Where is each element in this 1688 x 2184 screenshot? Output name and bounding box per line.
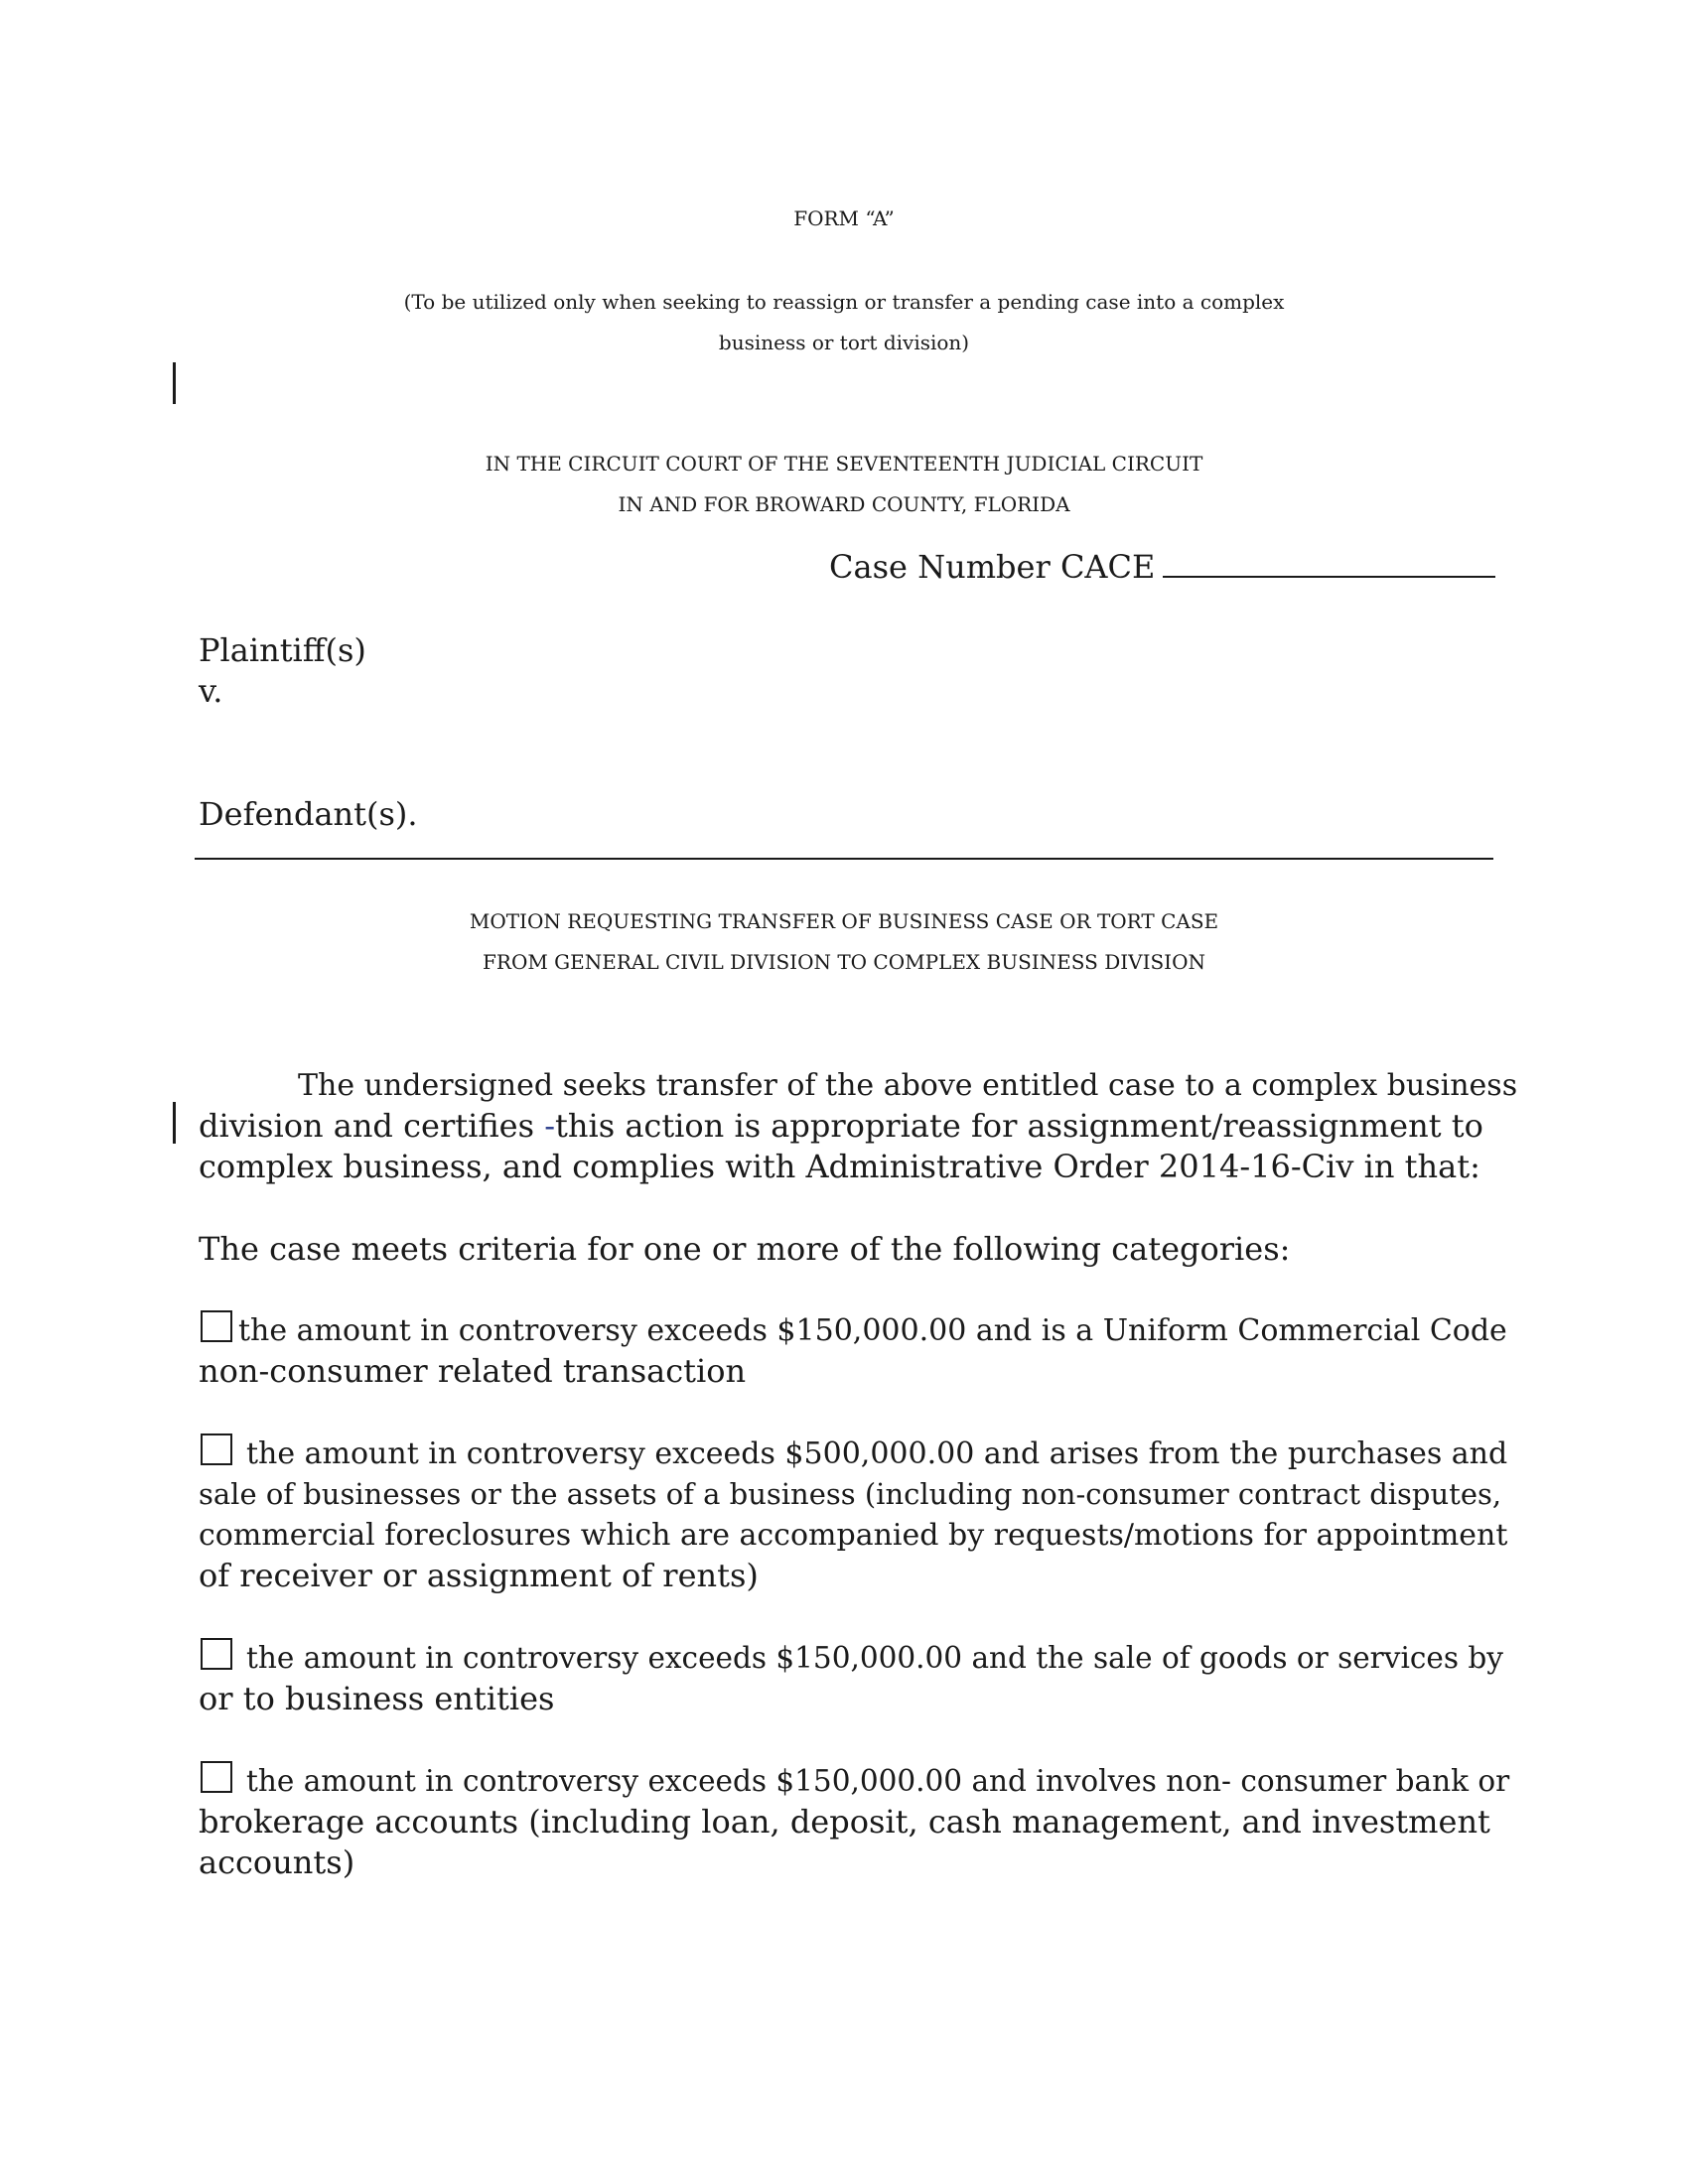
criterion-3-line-1: the amount in controversy exceeds $150,000.00 and the sale of goods or services by [246, 1641, 1503, 1675]
body-line-2-end: this action is appropriate for assignment/reassignment to [555, 1107, 1483, 1145]
criterion-checkbox-1[interactable] [201, 1310, 232, 1342]
caption-divider [195, 858, 1493, 860]
revision-bar [173, 362, 176, 404]
criteria-intro: The case meets criteria for one or more of the following categories: [199, 1230, 1291, 1268]
form-title: FORM “A” [793, 206, 895, 230]
criterion-checkbox-2[interactable] [201, 1433, 232, 1465]
criterion-checkbox-3[interactable] [201, 1638, 232, 1670]
versus-label: v. [199, 672, 223, 710]
tracked-change-mark: - [544, 1107, 556, 1145]
case-number-blank[interactable] [1163, 548, 1495, 578]
body-line-2-start: division and certifies [199, 1107, 545, 1145]
criterion-2-line-1: the amount in controversy exceeds $500,000.00 and arises from the purchases and [246, 1436, 1508, 1471]
motion-title-line-2: FROM GENERAL CIVIL DIVISION TO COMPLEX BUSINESS DIVISION [483, 950, 1205, 974]
case-number-field [829, 547, 1495, 588]
criterion-2-line-3: commercial foreclosures which are accompanied by requests/motions for appointment [199, 1518, 1508, 1553]
body-line-1: The undersigned seeks transfer of the above entitled case to a complex business [298, 1068, 1518, 1103]
case-number-label: Case Number CACE [829, 548, 1156, 586]
criterion-1-line-2: non-consumer related transaction [199, 1352, 747, 1390]
criterion-3-line-2: or to business entities [199, 1680, 555, 1717]
criterion-1-line-1: the amount in controversy exceeds $150,000.00 and is a Uniform Commercial Code [238, 1313, 1507, 1348]
revision-bar [173, 1102, 176, 1144]
usage-note-line-2: business or tort division) [718, 331, 970, 354]
criterion-4-line-1: the amount in controversy exceeds $150,000.00 and involves non- consumer bank or [246, 1764, 1510, 1798]
body-line-2 [199, 1106, 1483, 1147]
defendant-label: Defendant(s). [199, 795, 418, 833]
court-heading-line-1: IN THE CIRCUIT COURT OF THE SEVENTEENTH JUDICIAL CIRCUIT [485, 452, 1203, 476]
body-line-3: complex business, and complies with Administrative Order 2014-16-Civ in that: [199, 1148, 1480, 1185]
criterion-2-line-2: sale of businesses or the assets of a business (including non-consumer contract disputes, [199, 1477, 1502, 1511]
criterion-checkbox-4[interactable] [201, 1761, 232, 1793]
motion-title-line-1: MOTION REQUESTING TRANSFER OF BUSINESS CASE OR TORT CASE [469, 909, 1219, 933]
criterion-4-line-3: accounts) [199, 1843, 355, 1881]
criterion-4-line-2: brokerage accounts (including loan, deposit, cash management, and investment [199, 1803, 1490, 1841]
court-heading-line-2: IN AND FOR BROWARD COUNTY, FLORIDA [618, 492, 1070, 516]
plaintiff-label: Plaintiff(s) [199, 631, 366, 669]
usage-note-line-1: (To be utilized only when seeking to reassign or transfer a pending case into a complex [403, 290, 1285, 314]
criterion-2-line-4: of receiver or assignment of rents) [199, 1557, 759, 1594]
